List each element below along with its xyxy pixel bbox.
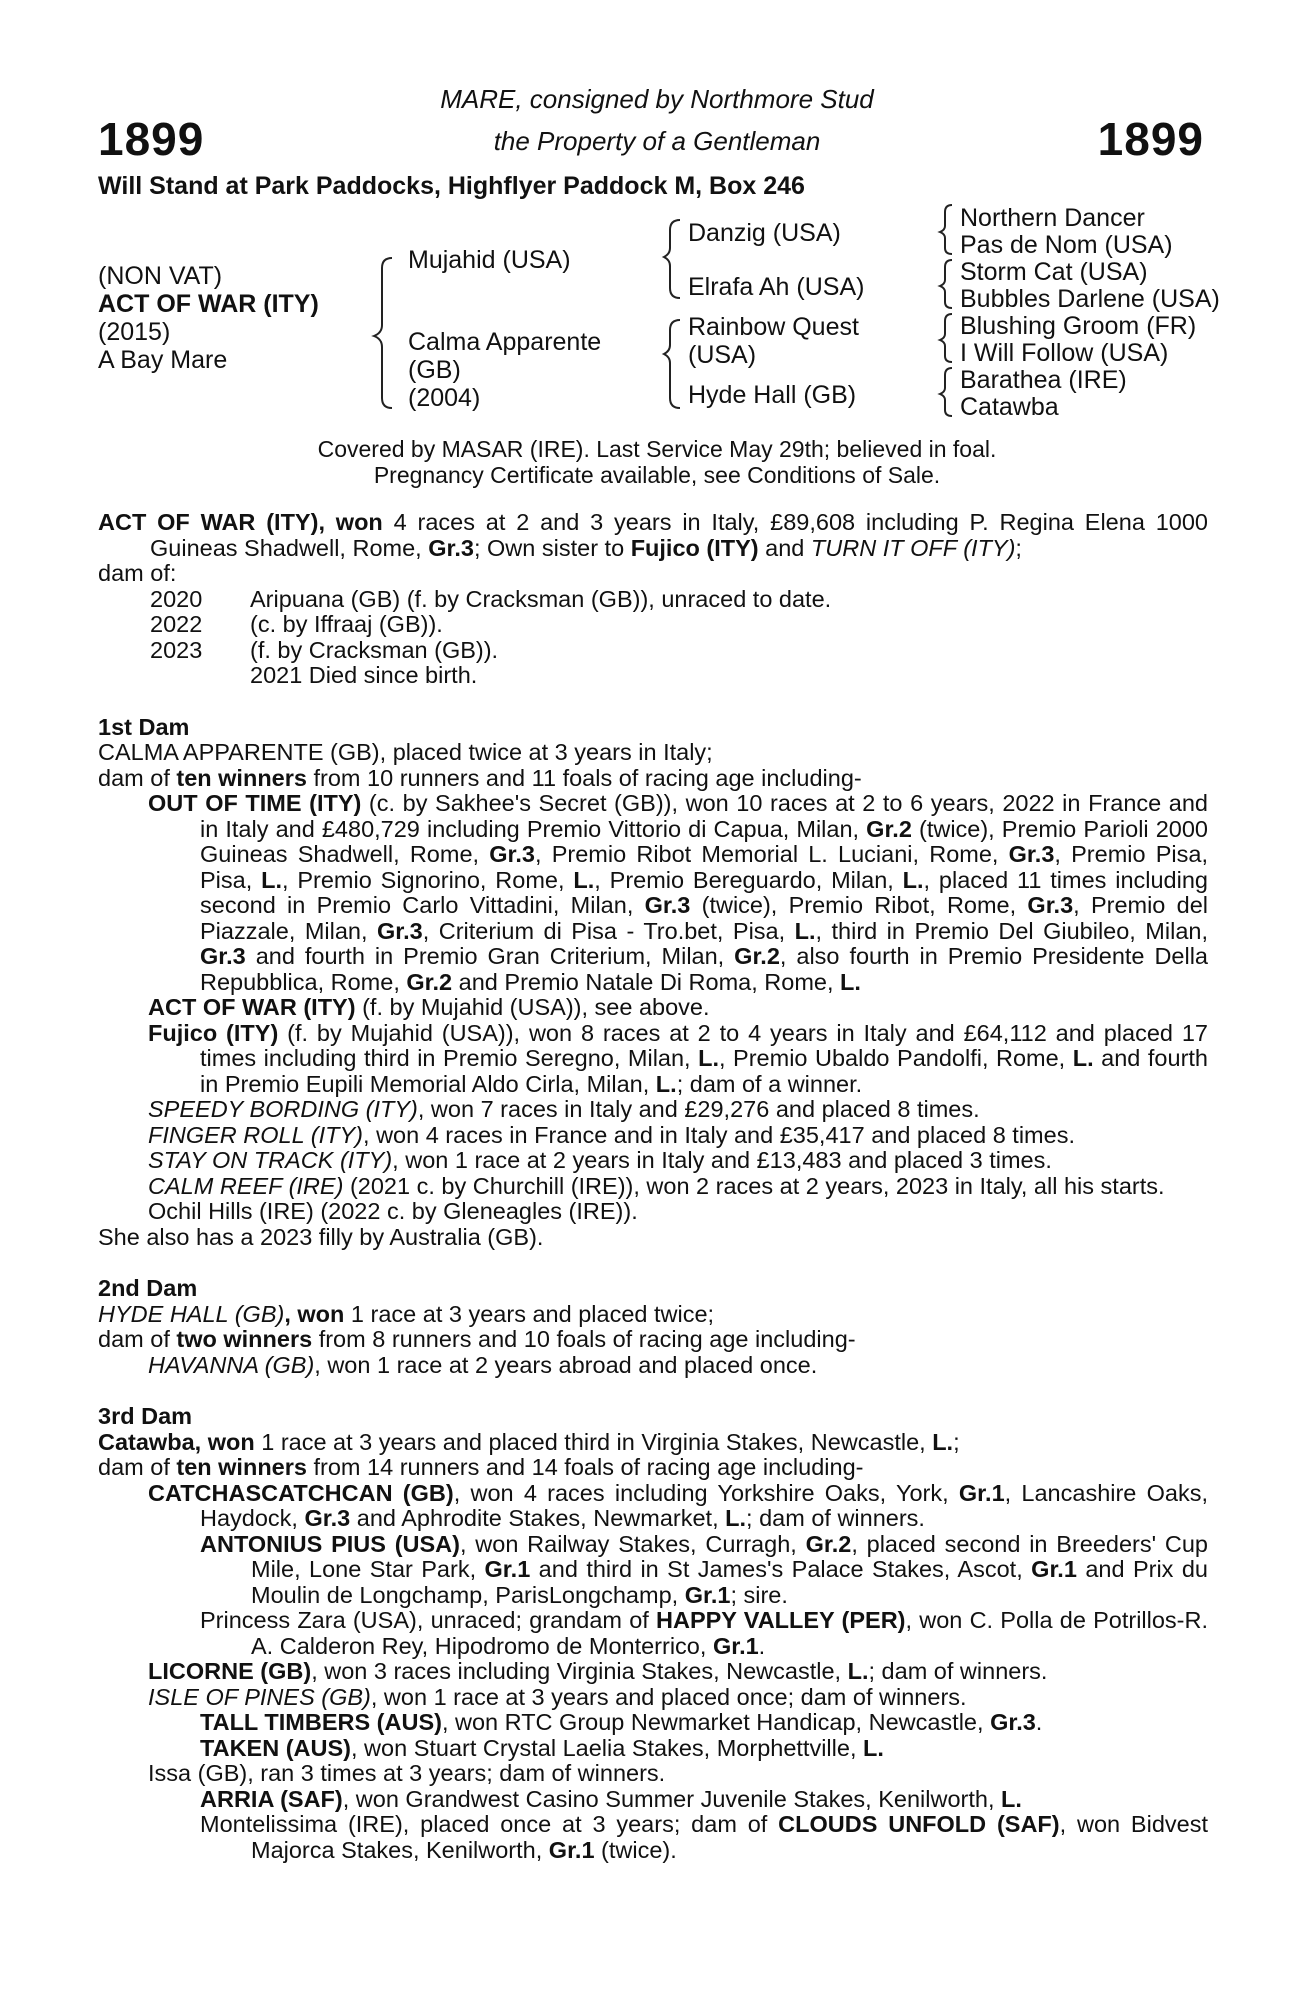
third-dam-produce: dam of ten winners from 14 runners and 14 foals of racing age including- bbox=[98, 1454, 864, 1480]
dam-sire-line1: Rainbow Quest bbox=[688, 313, 859, 341]
dam-of-label: dam of: bbox=[98, 560, 177, 586]
lot-number-right: 1899 bbox=[1097, 113, 1204, 165]
also-has-line: She also has a 2023 filly by Australia (GB). bbox=[98, 1223, 544, 1250]
property-line: the Property of a Gentleman bbox=[493, 126, 821, 156]
first-dam-line: CALMA APPARENTE (GB), placed twice at 3 years in Italy; bbox=[98, 739, 713, 765]
intro-name: ACT OF WAR (ITY) bbox=[98, 509, 319, 535]
sire: Mujahid (USA) bbox=[408, 246, 571, 274]
stay-on-track-entry: STAY ON TRACK (ITY), won 1 race at 2 years in Italy and £13,483 and placed 3 times. bbox=[148, 1147, 1052, 1173]
gen3-6: I Will Follow (USA) bbox=[960, 339, 1169, 367]
dam-dam: Hyde Hall (GB) bbox=[688, 381, 857, 409]
lot-number-left: 1899 bbox=[98, 113, 205, 165]
horse-name: ACT OF WAR (ITY) bbox=[98, 290, 319, 318]
brace-main bbox=[374, 258, 392, 408]
produce-row: 2022 (c. by Iffraaj (GB)). bbox=[150, 611, 443, 637]
horse-description: A Bay Mare bbox=[98, 346, 228, 374]
brace-dam bbox=[664, 320, 680, 408]
issa-entry: Issa (GB), ran 3 times at 3 years; dam of winners. bbox=[148, 1760, 666, 1786]
brace-sd bbox=[940, 260, 952, 308]
act-of-war-entry: ACT OF WAR (ITY) (f. by Mujahid (USA)), see above. bbox=[148, 994, 710, 1020]
dam-line1: Calma Apparente bbox=[408, 328, 602, 356]
brace-ss bbox=[940, 205, 952, 254]
horse-vat: (NON VAT) bbox=[98, 262, 223, 290]
gen3-7: Barathea (IRE) bbox=[960, 366, 1127, 394]
third-dam-heading: 3rd Dam bbox=[98, 1403, 193, 1429]
dam-line2: (GB) bbox=[408, 356, 461, 384]
fujico-entry: Fujico (ITY) (f. by Mujahid (USA)), won 8 races at 2 to 4 years in Italy and £64,112 and placed 17 times including third in Premio Seregno, Milan, L., Premio Ubaldo Pandolfi, Rome, L. and fourth in Premio Eupili Memorial Aldo Cirla, Milan, L.; dam of a winner. bbox=[148, 1019, 1208, 1097]
first-dam-heading: 1st Dam bbox=[98, 713, 190, 740]
brace-ds bbox=[940, 314, 952, 362]
finger-roll-entry: FINGER ROLL (ITY), won 4 races in France and in Italy and £35,417 and placed 8 times. bbox=[148, 1121, 1075, 1148]
gen3-3: Storm Cat (USA) bbox=[960, 258, 1148, 286]
montelissima-entry: Montelissima (IRE), placed once at 3 years; dam of CLOUDS UNFOLD (SAF), won Bidvest Majorca Stakes, Kenilworth, Gr.1 (twice). bbox=[200, 1811, 1208, 1863]
dam-sire-line2: (USA) bbox=[688, 341, 757, 369]
second-dam-heading: 2nd Dam bbox=[98, 1275, 198, 1301]
ochil-hills-entry: Ochil Hills (IRE) (2022 c. by Gleneagles (IRE)). bbox=[148, 1198, 638, 1224]
princess-zara-entry: Princess Zara (USA), unraced; grandam of HAPPY VALLEY (PER), won C. Polla de Potrillos-R. A. Calderon Rey, Hipodromo de Monterrico, Gr.1. bbox=[200, 1607, 1209, 1659]
gen3-5: Blushing Groom (FR) bbox=[960, 312, 1197, 340]
speedy-bording-entry: SPEEDY BORDING (ITY), won 7 races in Italy and £29,276 and placed 8 times. bbox=[148, 1096, 980, 1122]
arria-entry: ARRIA (SAF), won Grandwest Casino Summer Juvenile Stakes, Kenilworth, L. bbox=[200, 1785, 1022, 1812]
brace-dd bbox=[940, 368, 952, 416]
intro-paragraph: ACT OF WAR (ITY), won 4 races at 2 and 3 years in Italy, £89,608 including P. Regina Elena 1000 Guineas Shadwell, Rome, Gr.3; Own sister to Fujico (ITY) and TURN IT OFF (ITY); bbox=[98, 509, 1208, 561]
produce-row: 2020 Aripuana (GB) (f. by Cracksman (GB)), unraced to date. bbox=[150, 585, 832, 612]
havanna-entry: HAVANNA (GB), won 1 race at 2 years abroad and placed once. bbox=[148, 1351, 818, 1378]
dam-line3: (2004) bbox=[408, 384, 481, 412]
gen3-4: Bubbles Darlene (USA) bbox=[960, 285, 1220, 313]
calm-reef-entry: CALM REEF (IRE) (2021 c. by Churchill (IRE)), won 2 races at 2 years, 2023 in Italy, all his starts. bbox=[148, 1172, 1165, 1199]
catalogue-body bbox=[98, 510, 1208, 1863]
sire-sire: Danzig (USA) bbox=[688, 219, 841, 247]
licorne-entry: LICORNE (GB), won 3 races including Virginia Stakes, Newcastle, L.; dam of winners. bbox=[148, 1658, 1048, 1684]
gen3-2: Pas de Nom (USA) bbox=[960, 231, 1173, 259]
covering-line1: Covered by MASAR (IRE). Last Service May 29th; believed in foal. bbox=[317, 436, 997, 462]
produce-note: 2021 Died since birth. bbox=[250, 662, 478, 688]
produce-row: 2023 (f. by Cracksman (GB)). bbox=[150, 636, 499, 663]
covering-line2: Pregnancy Certificate available, see Conditions of Sale. bbox=[373, 462, 941, 488]
first-dam-produce: dam of ten winners from 10 runners and 11 foals of racing age including- bbox=[98, 764, 862, 791]
taken-entry: TAKEN (AUS), won Stuart Crystal Laelia Stakes, Morphettville, L. bbox=[200, 1734, 884, 1761]
horse-year: (2015) bbox=[98, 318, 171, 346]
stand-location: Will Stand at Park Paddocks, Highflyer Paddock M, Box 246 bbox=[98, 172, 805, 200]
gen3-8: Catawba bbox=[960, 393, 1059, 421]
catchascatchcan-entry: CATCHASCATCHCAN (GB), won 4 races including Yorkshire Oaks, York, Gr.1, Lancashire Oaks, Haydock, Gr.3 and Aphrodite Stakes, Newmarket, L.; dam of winners. bbox=[148, 1479, 1208, 1531]
third-dam-line: Catawba, won 1 race at 3 years and placed third in Virginia Stakes, Newcastle, L.; bbox=[98, 1428, 960, 1455]
antonius-pius-entry: ANTONIUS PIUS (USA), won Railway Stakes, Curragh, Gr.2, placed second in Breeders' Cup Mile, Lone Star Park, Gr.1 and third in St James's Palace Stakes, Ascot, Gr.1 and Prix du Moulin de Longchamp, ParisLongchamp, Gr.1; sire. bbox=[200, 1530, 1208, 1608]
isle-of-pines-entry: ISLE OF PINES (GB), won 1 race at 3 years and placed once; dam of winners. bbox=[148, 1683, 967, 1710]
out-of-time-entry: OUT OF TIME (ITY) (c. by Sakhee's Secret (GB)), won 10 races at 2 to 6 years, 2022 in France and in Italy and £480,729 including Premio Vittorio di Capua, Milan, Gr.2 (twice), Premio Parioli 2000 Guineas Shadwell, Rome, Gr.3, Premio Ribot Memorial L. Luciani, Rome, Gr.3, Premio Pisa, Pisa, L., Premio Signorino, Rome, L., Premio Bereguardo, Milan, L., placed 11 times including second in Premio Carlo Vittadini, Milan, Gr.3 (twice), Premio Ribot, Rome, Gr.3, Premio del Piazzale, Milan, Gr.3, Criterium di Pisa - Tro.bet, Pisa, L., third in Premio Del Giubileo, Milan, Gr.3 and fourth in Premio Gran Criterium, Milan, Gr.2, also fourth in Premio Presidente Della Repubblica, Rome, Gr.2 and Premio Natale Di Roma, Rome, L. bbox=[148, 790, 1209, 995]
second-dam-line: HYDE HALL (GB), won 1 race at 3 years and placed twice; bbox=[98, 1300, 715, 1327]
tall-timbers-entry: TALL TIMBERS (AUS), won RTC Group Newmarket Handicap, Newcastle, Gr.3. bbox=[200, 1709, 1043, 1735]
consignor-line: MARE, consigned by Northmore Stud bbox=[440, 84, 874, 114]
gen3-1: Northern Dancer bbox=[960, 204, 1145, 232]
second-dam-produce: dam of two winners from 8 runners and 10 foals of racing age including- bbox=[98, 1326, 856, 1352]
brace-sire bbox=[664, 220, 680, 298]
sire-dam: Elrafa Ah (USA) bbox=[688, 273, 865, 301]
